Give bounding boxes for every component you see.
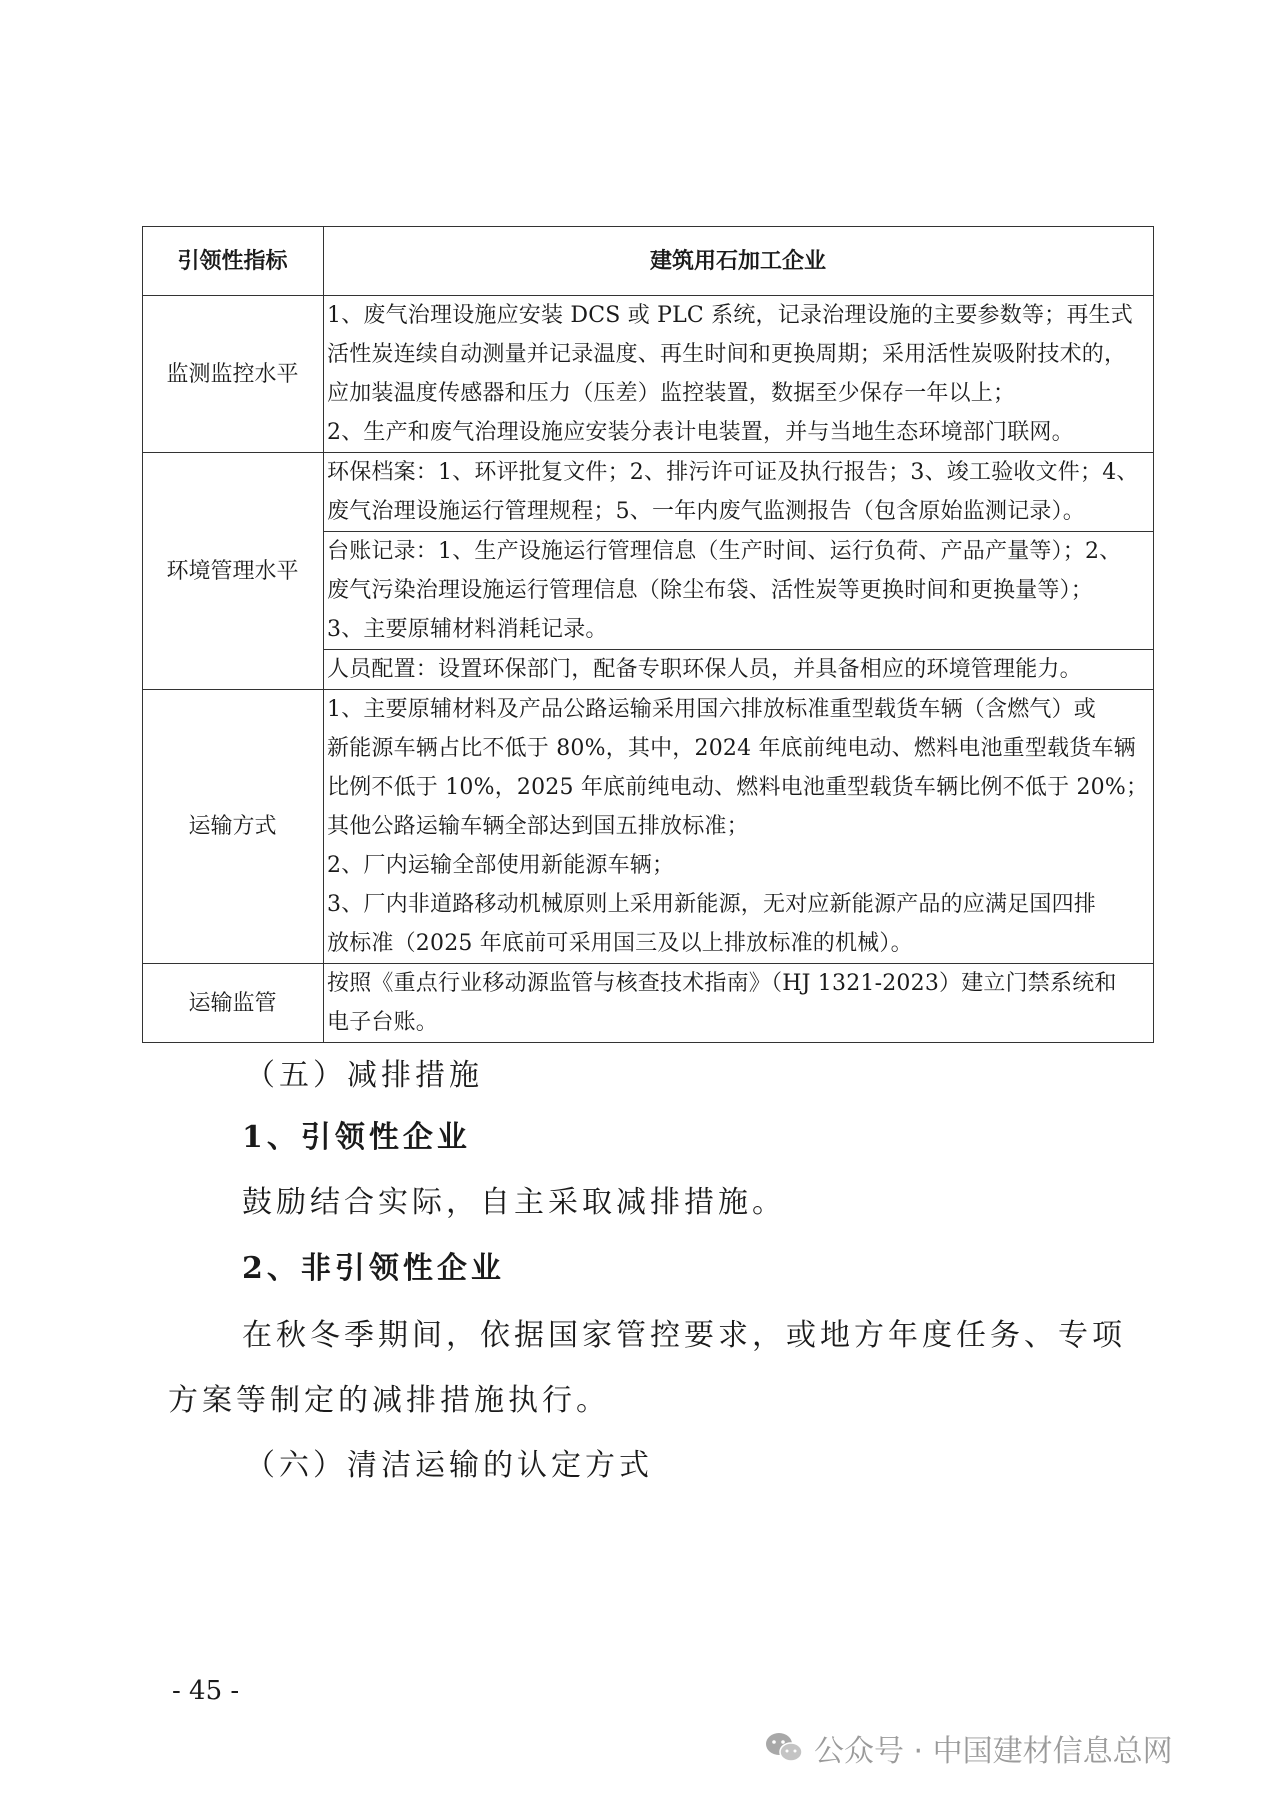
subheading-leading-enterprise: 1、引领性企业 <box>242 1120 471 1155</box>
content-line: 应加装温度传感器和压力（压差）监控装置，数据至少保存一年以上； <box>327 381 1016 406</box>
content-cell <box>324 532 1154 650</box>
content-line: 活性炭连续自动测量并记录温度、再生时间和更换周期；采用活性炭吸附技术的， <box>327 342 1127 367</box>
content-line: 1、废气治理设施应安装 DCS 或 PLC 系统，记录治理设施的主要参数等；再生式 <box>327 303 1133 328</box>
table-row <box>143 690 1154 964</box>
content-line: 2、厂内运输全部使用新能源车辆； <box>327 853 675 878</box>
content-line: 电子台账。 <box>327 1010 439 1035</box>
paragraph-leading-enterprise: 鼓励结合实际，自主采取减排措施。 <box>242 1185 786 1220</box>
content-cell <box>324 690 1154 964</box>
paragraph-non-leading-line1: 在秋冬季期间，依据国家管控要求，或地方年度任务、专项 <box>242 1318 1126 1353</box>
indicator-cell: 环境管理水平 <box>143 453 324 690</box>
content-line: 废气污染治理设施运行管理信息（除尘布袋、活性炭等更换时间和更换量等）； <box>327 578 1094 603</box>
content-line: 新能源车辆占比不低于 80%，其中，2024 年底前纯电动、燃料电池重型载货车辆 <box>327 736 1136 761</box>
content-cell <box>324 650 1154 690</box>
content-line: 按照《重点行业移动源监管与核查技术指南》（HJ 1321-2023）建立门禁系统和 <box>327 971 1117 996</box>
content-line: 环保档案：1、环评批复文件；2、排污许可证及执行报告；3、竣工验收文件；4、 <box>327 460 1139 485</box>
paragraph-non-leading-line2: 方案等制定的减排措施执行。 <box>168 1383 610 1418</box>
table-row <box>143 453 1154 532</box>
content-line: 比例不低于 10%，2025 年底前纯电动、燃料电池重型载货车辆比例不低于 20%； <box>327 775 1149 800</box>
content-cell <box>324 453 1154 532</box>
section-heading-5: （五）减排措施 <box>245 1058 483 1093</box>
page-number: - 45 - <box>172 1676 240 1706</box>
header-indicator: 引领性指标 <box>143 227 324 296</box>
content-cell <box>324 964 1154 1043</box>
content-line: 3、主要原辅材料消耗记录。 <box>327 617 608 642</box>
content-cell <box>324 296 1154 453</box>
content-line: 3、厂内非道路移动机械原则上采用新能源，无对应新能源产品的应满足国四排 <box>327 892 1096 917</box>
content-line: 人员配置：设置环保部门，配备专职环保人员，并具备相应的环境管理能力。 <box>327 657 1082 682</box>
content-line: 放标准（2025 年底前可采用国三及以上排放标准的机械）。 <box>327 931 913 956</box>
table-row <box>143 964 1154 1043</box>
table-header-row <box>143 227 1154 296</box>
content-line: 废气治理设施运行管理规程；5、一年内废气监测报告（包含原始监测记录）。 <box>327 499 1085 524</box>
subheading-non-leading-enterprise: 2、非引领性企业 <box>242 1251 505 1286</box>
watermark-text: 公众号 · 中国建材信息总网 <box>814 1734 1173 1769</box>
indicator-table <box>142 226 1154 1043</box>
section-heading-6: （六）清洁运输的认定方式 <box>245 1448 653 1483</box>
indicator-cell: 监测监控水平 <box>143 296 324 453</box>
table-row <box>143 296 1154 453</box>
content-line: 1、主要原辅材料及产品公路运输采用国六排放标准重型载货车辆（含燃气）或 <box>327 697 1096 722</box>
header-enterprise: 建筑用石加工企业 <box>324 227 1154 296</box>
content-line: 其他公路运输车辆全部达到国五排放标准； <box>327 814 749 839</box>
watermark <box>764 1724 1173 1772</box>
content-line: 2、生产和废气治理设施应安装分表计电装置，并与当地生态环境部门联网。 <box>327 420 1074 445</box>
indicator-cell: 运输监管 <box>143 964 324 1043</box>
indicator-cell: 运输方式 <box>143 690 324 964</box>
content-line: 台账记录：1、生产设施运行管理信息（生产时间、运行负荷、产品产量等）；2、 <box>327 539 1122 564</box>
wechat-icon <box>764 1730 804 1766</box>
